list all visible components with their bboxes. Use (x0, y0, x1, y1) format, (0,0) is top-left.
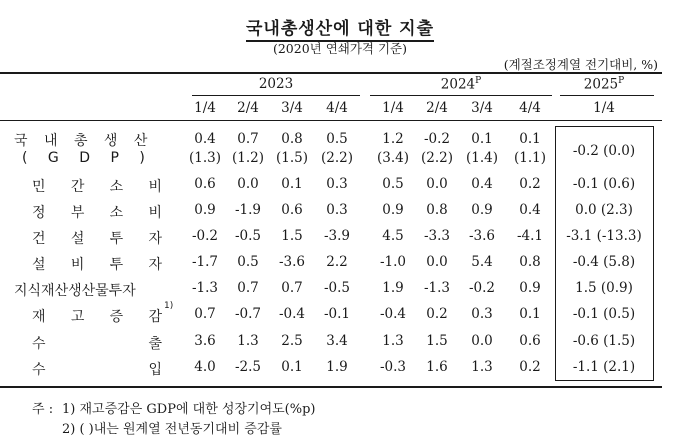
row-label: 정 부 소 비 (32, 205, 162, 221)
row-latest: 0.0 (2.3) (575, 202, 633, 218)
gdp-value: 0.1 (519, 131, 541, 147)
row-latest: -0.1 (0.6) (572, 176, 636, 192)
row-value: -0.5 (323, 280, 351, 296)
row-value: -0.4 (278, 306, 306, 322)
row-value: 0.7 (194, 306, 216, 322)
row-value: -1.3 (423, 280, 451, 296)
row-value: 0.3 (471, 306, 493, 322)
row-value: 1.3 (382, 333, 404, 349)
year-header-2: $2024^P$ (440, 76, 482, 93)
quarter-header-3: 3/4 (281, 100, 303, 116)
gdp-yoy: (3.4) (376, 150, 409, 166)
quarter-header-1: 1/4 (194, 100, 216, 116)
row-value: -0.4 (379, 306, 407, 322)
row-value: 1.5 (281, 228, 303, 244)
row-value: 0.8 (426, 202, 448, 218)
table-top-rule (0, 72, 662, 74)
row-latest: -3.1 (-13.3) (566, 228, 642, 244)
row-value: 0.9 (194, 202, 216, 218)
row-value: 3.4 (326, 333, 348, 349)
row-value: 1.3 (471, 359, 493, 375)
table-title: 국내총생산에 대한 지출 (0, 14, 680, 39)
quarter-header-4: 4/4 (326, 100, 348, 116)
row-value: 0.0 (426, 176, 448, 192)
gdp-yoy: (1.2) (231, 150, 264, 166)
row-label: 수 출 (32, 336, 162, 352)
row-label: 건 설 투 자 (32, 231, 162, 247)
row-value: 0.8 (519, 254, 541, 270)
row-value: -0.2 (468, 280, 496, 296)
row-value: 0.0 (237, 176, 259, 192)
row-label: 수 입 (32, 362, 162, 378)
row-value: 0.6 (281, 202, 303, 218)
row-value: 0.1 (281, 176, 303, 192)
row-latest: -0.4 (5.8) (572, 254, 636, 270)
row-latest: -1.1 (2.1) (572, 359, 636, 375)
quarter-header-6: 2/4 (426, 100, 448, 116)
row-value: 1.5 (426, 333, 448, 349)
row-value: -1.0 (379, 254, 407, 270)
row-value: -0.2 (191, 228, 219, 244)
row-value: 1.6 (426, 359, 448, 375)
latest-quarter-box (555, 126, 654, 381)
gdp-value: 0.8 (281, 131, 303, 147)
row-label: 설 비 투 자 (32, 257, 162, 273)
row-value: 0.0 (426, 254, 448, 270)
row-value: 0.6 (194, 176, 216, 192)
note-prefix: 주 : (32, 402, 54, 417)
row-latest: -0.6 (1.5) (572, 333, 636, 349)
row-value: 1.9 (326, 359, 348, 375)
header-rule-2025 (560, 95, 654, 96)
row-value: -3.6 (468, 228, 496, 244)
row-label: 재 고 증 감 $^{1)}$ (32, 301, 174, 325)
note-1: 1) 재고증감은 GDP에 대한 성장기여도(%p) (62, 402, 316, 417)
year-header-3: $2025^P$ (583, 76, 625, 93)
table-subtitle: (2020년 연쇄가격 기준) (272, 41, 408, 56)
row-value: -1.7 (191, 254, 219, 270)
row-value: 0.0 (471, 333, 493, 349)
row-value: -0.1 (323, 306, 351, 322)
row-value: -1.3 (191, 280, 219, 296)
row-value: -3.6 (278, 254, 306, 270)
gdp-value: 1.2 (382, 131, 404, 147)
row-value: 0.5 (382, 176, 404, 192)
gdp-value: 0.5 (326, 131, 348, 147)
row-value: 3.6 (194, 333, 216, 349)
gdp-value: 0.4 (194, 131, 216, 147)
unit-label: (계절조정계열 전기대비, %) (503, 57, 658, 72)
row-value: -0.5 (234, 228, 262, 244)
header-rule-2024 (370, 95, 552, 96)
row-value: -3.3 (423, 228, 451, 244)
gdp-yoy: (1.5) (275, 150, 308, 166)
row-value: 0.5 (237, 254, 259, 270)
gdp-yoy: (2.2) (320, 150, 353, 166)
row-value: 4.0 (194, 359, 216, 375)
row-value: -2.5 (234, 359, 262, 375)
row-value: 1.3 (237, 333, 259, 349)
row-value: -3.9 (323, 228, 351, 244)
row-value: 0.9 (382, 202, 404, 218)
quarter-header-9: 1/4 (593, 100, 615, 116)
row-value: 0.9 (471, 202, 493, 218)
quarter-header-2: 2/4 (237, 100, 259, 116)
quarter-header-7: 3/4 (471, 100, 493, 116)
row-value: 0.2 (426, 306, 448, 322)
row-value: 0.3 (326, 202, 348, 218)
row-value: 0.6 (519, 333, 541, 349)
note-2: 2) ( )내는 원계열 전년동기대비 증감률 (62, 422, 282, 437)
row-label: 지식재산생산물투자 (14, 283, 136, 299)
row-value: 1.9 (382, 280, 404, 296)
row-label-gdp-abbr: ( G D P ) (22, 150, 153, 166)
gdp-value: 0.7 (237, 131, 259, 147)
row-label: 민 간 소 비 (32, 179, 162, 195)
quarter-header-8: 4/4 (519, 100, 541, 116)
gdp-value: -0.2 (423, 131, 451, 147)
header-rule-2023 (192, 95, 360, 96)
row-value: -1.9 (234, 202, 262, 218)
row-value: 0.2 (519, 359, 541, 375)
quarter-header-5: 1/4 (382, 100, 404, 116)
row-value: 2.2 (326, 254, 348, 270)
year-header-1: 2023 (258, 76, 294, 92)
gdp-yoy: (1.4) (465, 150, 498, 166)
gdp-yoy: (2.2) (420, 150, 453, 166)
gdp-yoy: (1.3) (188, 150, 221, 166)
header-bottom-rule (0, 120, 662, 121)
row-value: -4.1 (516, 228, 544, 244)
row-value: -0.3 (379, 359, 407, 375)
row-value: 0.9 (519, 280, 541, 296)
row-latest: 1.5 (0.9) (575, 280, 633, 296)
gdp-value: 0.1 (471, 131, 493, 147)
row-value: 0.4 (519, 202, 541, 218)
table-bottom-rule (0, 386, 662, 388)
row-value: 0.2 (519, 176, 541, 192)
row-value: 0.1 (519, 306, 541, 322)
row-value: 0.7 (281, 280, 303, 296)
row-value: 4.5 (382, 228, 404, 244)
row-value: 5.4 (471, 254, 493, 270)
row-label-gdp: 국 내 총 생 산 (14, 133, 154, 149)
row-value: 0.4 (471, 176, 493, 192)
row-latest: -0.1 (0.5) (572, 306, 636, 322)
row-value: -0.7 (234, 306, 262, 322)
row-value: 0.7 (237, 280, 259, 296)
row-value: 0.1 (281, 359, 303, 375)
gdp-latest: -0.2 (0.0) (572, 143, 636, 159)
row-value: 0.3 (326, 176, 348, 192)
row-value: 2.5 (281, 333, 303, 349)
gdp-yoy: (1.1) (513, 150, 546, 166)
